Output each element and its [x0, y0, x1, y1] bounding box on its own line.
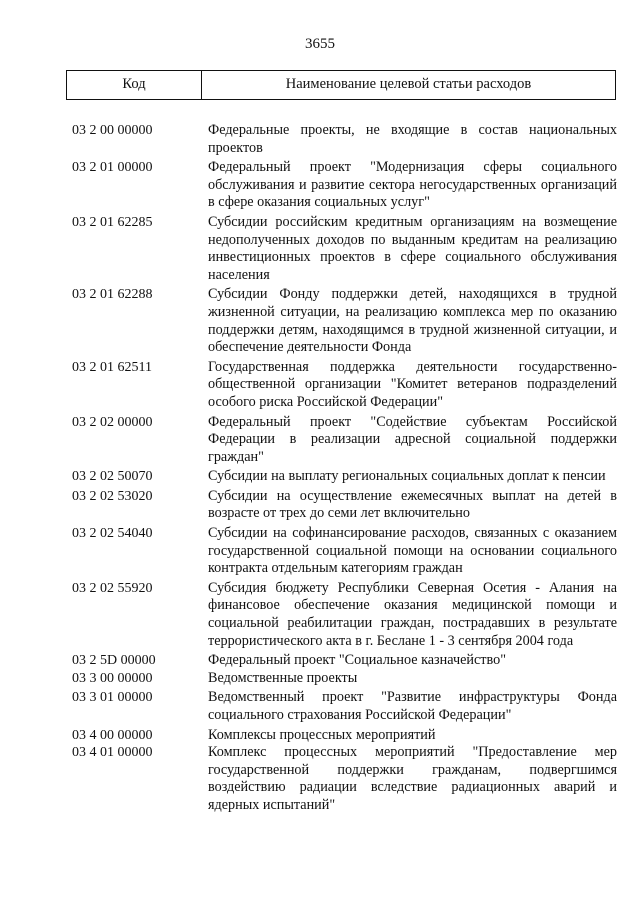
row-code: 03 2 01 00000 [72, 160, 153, 176]
code-column-header: Код [67, 71, 202, 99]
row-code: 03 2 00 00000 [72, 123, 153, 138]
row-name: Субсидии Фонду поддержки детей, находящихся в трудной жизненной ситуации, на реализацию комплекса мер по оказанию поддержки детям, находящимся в трудной жизненной ситуации, и обеспечение деятельности Фонда [208, 286, 617, 356]
table-row [72, 468, 617, 486]
table-row [72, 744, 617, 814]
row-name: Ведомственные проекты [208, 669, 358, 686]
row-name: Федеральный проект "Содействие субъектам Российской Федерации в реализации адресной социальной поддержки граждан" [208, 413, 617, 465]
row-code: 03 4 01 00000 [72, 745, 153, 761]
row-code: 03 4 00 00000 [72, 727, 153, 743]
table-header [66, 70, 616, 100]
table-body [72, 122, 617, 815]
table-row [72, 488, 617, 523]
table-row [72, 727, 617, 745]
table-row [72, 286, 617, 356]
row-name: Федеральные проекты, не входящие в состав национальных проектов [208, 122, 617, 156]
table-row [72, 414, 617, 467]
row-name: Субсидии на выплату региональных социальных доплат к пенсии [208, 468, 606, 485]
row-code: 03 2 02 50070 [72, 469, 153, 485]
row-name: Комплексы процессных мероприятий [208, 726, 436, 743]
row-name: Субсидии на осуществление ежемесячных выплат на детей в возрасте от трех до семи лет включительно [208, 487, 617, 522]
row-code: 03 3 01 00000 [72, 690, 153, 706]
row-code: 03 2 02 00000 [72, 414, 153, 430]
page-number: 3655 [305, 36, 335, 52]
row-name: Федеральный проект "Модернизация сферы социального обслуживания и развитие сектора негосударственных организаций в сфере оказания социальных услуг" [208, 159, 617, 211]
table-row [72, 214, 617, 284]
row-name: Субсидии на софинансирование расходов, связанных с оказанием государственной социальной помощи на основании социального контракта отдельным категориям граждан [208, 525, 617, 577]
row-name: Комплекс процессных мероприятий "Предоставление мер государственной поддержки гражданам, подвергшимся воздействию радиации вследствие радиационных аварий и ядерных испытаний" [208, 744, 617, 813]
row-name: Ведомственный проект "Развитие инфраструктуры Фонда социального страхования Российской Федерации" [208, 689, 617, 723]
table-row [72, 580, 617, 650]
row-code: 03 3 00 00000 [72, 670, 153, 686]
table-row [72, 525, 617, 578]
row-code: 03 2 02 53020 [72, 488, 153, 504]
row-code: 03 2 01 62511 [72, 359, 152, 375]
table-row [72, 122, 617, 157]
row-code: 03 2 02 55920 [72, 580, 153, 596]
row-code: 03 2 02 54040 [72, 526, 153, 542]
row-code: 03 2 5D 00000 [72, 653, 156, 669]
row-name: Федеральный проект "Социальное казначейство" [208, 652, 506, 669]
row-name: Государственная поддержка деятельности государственно-общественной организации "Комитет ветеранов подразделений особого риска Российской Федерации" [208, 358, 617, 410]
row-code: 03 2 01 62285 [72, 214, 153, 230]
table-row [72, 689, 617, 724]
row-name: Субсидия бюджету Республики Северная Осетия - Алания на финансовое обеспечение оказания медицинской помощи и социальной реабилитации граждан, пострадавших в результате террористического акта в г. Беслане 1 - 3 сентября 2004 года [208, 579, 617, 649]
row-code: 03 2 01 62288 [72, 287, 153, 303]
row-name: Субсидии российским кредитным организациям на возмещение недополученных доходов по выданным кредитам на реализацию инвестиционных проектов в сфере социального обслуживания населения [208, 213, 617, 283]
table-row [72, 359, 617, 412]
name-column-header: Наименование целевой статьи расходов [285, 76, 532, 92]
table-row [72, 670, 617, 688]
table-row [72, 159, 617, 212]
table-row [72, 652, 617, 670]
